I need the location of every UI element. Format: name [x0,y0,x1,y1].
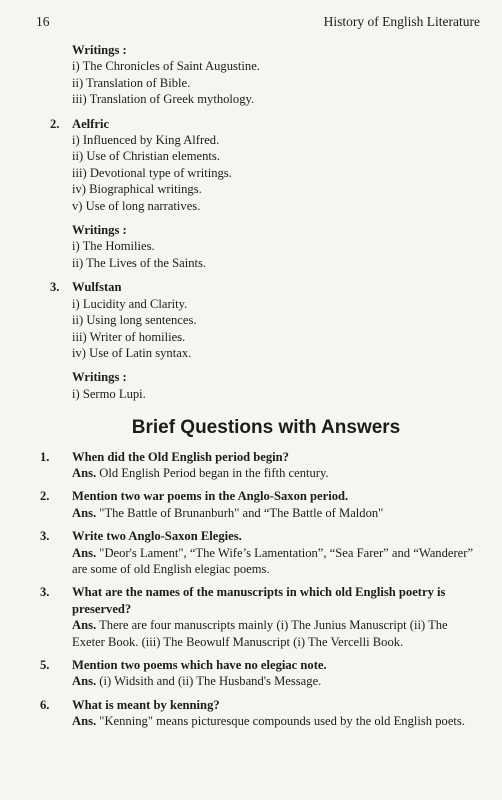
qa-item [40,528,478,577]
qa-item [40,697,478,730]
trait-item: ii) Using long sentences. [72,313,197,328]
answer [72,713,478,729]
trait-item: iv) Use of Latin syntax. [72,345,192,360]
answer-text: "The Battle of Brunanburh" and “The Battle of Maldon" [96,505,384,520]
answer-text: Old English Period began in the fifth century. [96,465,329,480]
author-wulfstan [40,279,478,402]
answer-text: (i) Widsith and (ii) The Husband's Message. [96,674,322,689]
question-text: Write two Anglo-Saxon Elegies. [72,529,242,544]
answer [72,673,478,689]
question-text: Mention two war poems in the Anglo-Saxon period. [72,489,349,504]
answer [72,617,478,650]
question-text: When did the Old English period begin? [72,449,289,464]
trait-item: v) Use of long narratives. [72,198,201,213]
answer-text: There are four manuscripts mainly (i) The Junius Manuscript (ii) The Exeter Book. (iii) The Beowulf Manuscript (i) The Vercelli Book. [72,618,448,649]
answer [72,505,478,521]
trait-item: iii) Devotional type of writings. [72,165,232,180]
running-head: History of English Literature [323,14,480,29]
answer-label: Ans. [72,545,97,560]
writings-item: ii) The Lives of the Saints. [72,255,207,270]
page-header [36,10,480,32]
writings-item: i) Sermo Lupi. [72,386,146,401]
writings-item: i) The Chronicles of Saint Augustine. [72,59,260,74]
question-number: 3. [40,585,50,600]
answer-text: "Kenning" means picturesque compounds used by the old English poets. [96,714,465,729]
qa-item [40,584,478,650]
author-name: Wulfstan [72,280,122,295]
answer-label: Ans. [72,505,97,520]
page-content [40,40,478,737]
answer [72,465,478,481]
question-text: What are the names of the manuscripts in which old English poetry is preserved? [72,585,446,616]
trait-item: iv) Biographical writings. [72,182,202,197]
author-number: 3. [50,280,60,295]
writings-item: i) The Homilies. [72,239,155,254]
writings-label: Writings : [72,43,127,57]
answer [72,545,478,578]
author-name: Aelfric [72,116,110,131]
writings-block [40,42,478,108]
qa-item [40,488,478,521]
answer-label: Ans. [72,465,97,480]
question-number: 2. [40,489,50,504]
answer-label: Ans. [72,714,97,729]
writings-item: iii) Translation of Greek mythology. [72,92,255,107]
question-number: 1. [40,449,50,464]
answer-label: Ans. [72,618,97,633]
answer-label: Ans. [72,674,97,689]
answer-text: "Deor's Lament", “The Wife’s Lamentation”, “Sea Farer” and “Wanderer” are some of old English elegiac poems. [72,545,474,576]
section-title: Brief Questions with Answers [131,417,401,439]
trait-item: i) Influenced by King Alfred. [72,133,220,148]
question-number: 5. [40,658,50,672]
writings-label: Writings : [72,370,127,385]
qa-item [40,657,478,690]
question-text: What is meant by kenning? [72,697,220,712]
author-aelfric [40,116,478,272]
trait-item: ii) Use of Christian elements. [72,149,220,164]
page-number: 16 [36,14,50,29]
trait-item: i) Lucidity and Clarity. [72,296,188,311]
writings-label: Writings : [72,223,127,238]
question-number: 6. [40,697,50,712]
qa-item [40,449,478,482]
question-number: 3. [40,529,50,544]
trait-item: iii) Writer of homilies. [72,329,186,344]
writings-item: ii) Translation of Bible. [72,75,191,90]
question-text: Mention two poems which have no elegiac note. [72,658,327,672]
author-number: 2. [50,116,60,131]
